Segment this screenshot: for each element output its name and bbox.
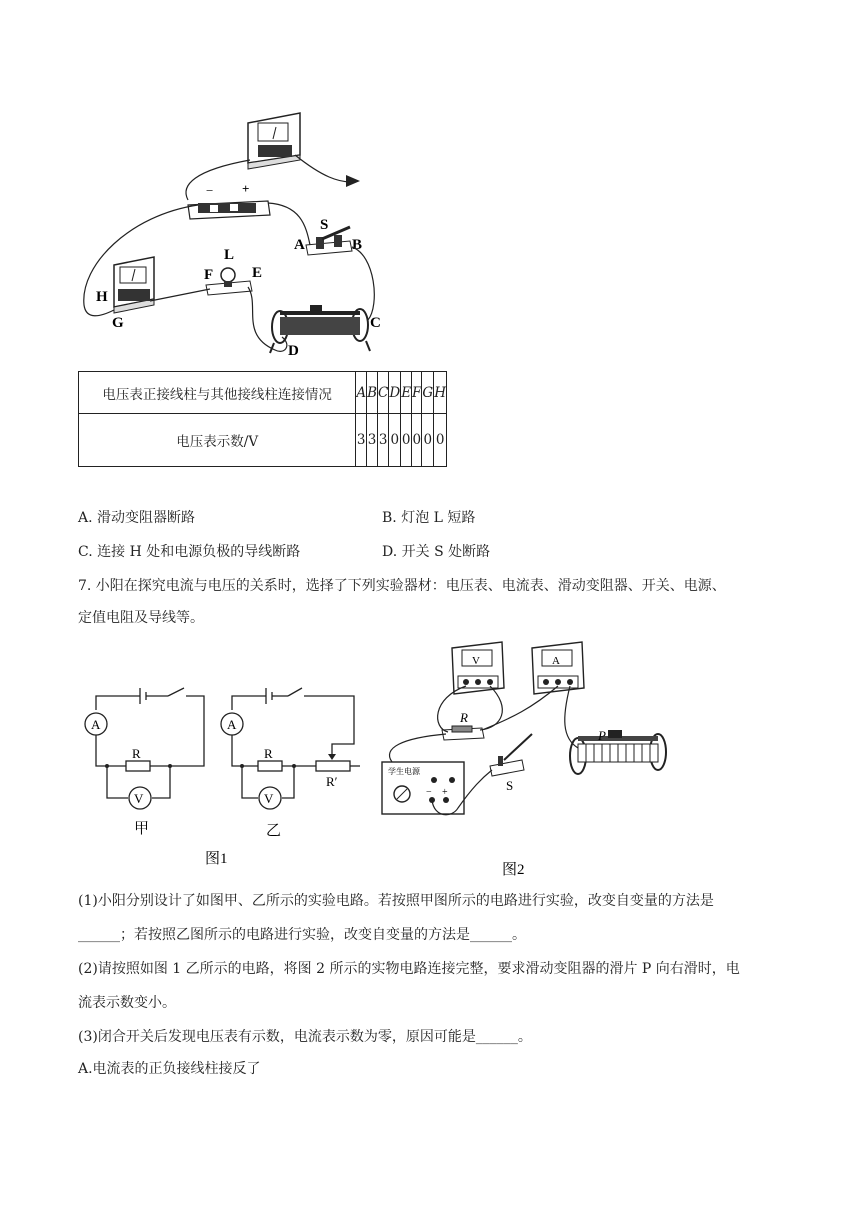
fig2-voltmeter-label: V <box>472 655 480 667</box>
fig1-voltmeter-V-jia: V <box>134 791 144 806</box>
q7-part2-line2: 流表示数变小。 <box>78 995 176 1011</box>
table-col-B: B <box>367 372 378 414</box>
q7-part1-line1: (1)小阳分别设计了如图甲、乙所示的实验电路。若按照甲图所示的电路进行实验，改变自变量的方法是 <box>78 893 714 909</box>
q7-option-A: A.电流表的正负接线柱接反了 <box>78 1061 261 1077</box>
fig1-R-jia: R <box>132 746 141 761</box>
battery-minus-label: − <box>206 183 214 198</box>
fig2-rheostat-icon <box>570 730 666 774</box>
svg-text:+: + <box>442 787 448 798</box>
fig1-voltmeter-V-yi: V <box>264 791 274 806</box>
figure1-circuits <box>80 680 370 870</box>
label-S: S <box>320 217 329 233</box>
table-row1-label: 电压表正接线柱与其他接线柱连接情况 <box>79 372 356 414</box>
fig2-ammeter-label: A <box>552 655 560 667</box>
figure2-apparatus <box>372 638 672 878</box>
table-col-H: H <box>434 372 447 414</box>
fig2-voltmeter-icon <box>452 642 504 694</box>
q7-line1: 7. 小阳在探究电流与电压的关系时，选择了下列实验器材：电压表、电流表、滑动变阻器、开关、电源、 <box>78 578 726 594</box>
option-D: D. 开关 S 处断路 <box>382 544 491 560</box>
switch-icon <box>306 227 352 255</box>
svg-text:−: − <box>426 787 432 798</box>
label-H: H <box>96 289 108 305</box>
table-col-C: C <box>378 372 389 414</box>
fig2-resistor-icon <box>442 726 484 740</box>
q7-part2-line1: (2)请按照如图 1 乙所示的电路，将图 2 所示的实物电路连接完整，要求滑动变阻器的滑片 P 向右滑时，电 <box>78 961 740 977</box>
q7-part1-line2: ______；若按照乙图所示的电路进行实验，改变自变量的方法是______。 <box>78 927 526 943</box>
voltmeter-left-icon <box>114 257 154 313</box>
circuit-photo-figure <box>70 105 400 365</box>
fig2-switch-icon <box>490 734 532 776</box>
table-value: 0 <box>422 414 434 467</box>
fig2-supply-label: 学生电源 <box>388 767 420 776</box>
table-col-D: D <box>389 372 401 414</box>
table-value: 0 <box>401 414 412 467</box>
option-B: B. 灯泡 L 短路 <box>382 510 476 526</box>
label-C: C <box>370 315 381 331</box>
label-E: E <box>252 265 263 281</box>
voltmeter-top-icon <box>248 113 300 169</box>
battery-icon <box>188 201 270 219</box>
label-D: D <box>288 343 299 359</box>
fig1-label-yi: 乙 <box>266 823 282 839</box>
fig1-label-jia: 甲 <box>134 821 150 837</box>
fig1-R-prime: R′ <box>326 774 338 789</box>
table-value: 3 <box>356 414 367 467</box>
table-col-E: E <box>401 372 412 414</box>
battery-plus-label: + <box>242 181 250 196</box>
fig1-R-yi: R <box>264 746 273 761</box>
q7-part3-line1: (3)闭合开关后发现电压表有示数，电流表示数为零，原因可能是______。 <box>78 1029 532 1045</box>
label-A: A <box>294 237 305 253</box>
fig2-S-label: S <box>506 778 514 793</box>
label-L: L <box>224 247 235 263</box>
table-col-G: G <box>422 372 434 414</box>
arrow-icon <box>346 175 360 187</box>
table-value: 0 <box>412 414 422 467</box>
table-col-F: F <box>412 372 422 414</box>
table-row2-label: 电压表示数/V <box>79 414 356 467</box>
option-C: C. 连接 H 处和电源负极的导线断路 <box>78 544 301 560</box>
table-value: 3 <box>378 414 389 467</box>
option-A: A. 滑动变阻器断路 <box>78 510 196 526</box>
table-value: 3 <box>367 414 378 467</box>
table-value: 0 <box>434 414 447 467</box>
fig1-caption: 图1 <box>205 851 228 867</box>
label-F: F <box>204 267 214 283</box>
label-G: G <box>112 315 124 331</box>
table-col-A: A <box>356 372 367 414</box>
rheostat-icon <box>270 305 370 353</box>
voltage-table <box>78 371 447 467</box>
table-value: 0 <box>389 414 401 467</box>
fig1-ammeter-A-yi: A <box>227 717 237 732</box>
q7-line2: 定值电阻及导线等。 <box>78 610 204 626</box>
fig2-P-label: P <box>598 728 606 743</box>
fig1-ammeter-A-jia: A <box>91 717 101 732</box>
fig2-caption: 图2 <box>502 862 525 878</box>
fig2-R-label: R <box>460 710 468 725</box>
label-B: B <box>352 237 363 253</box>
